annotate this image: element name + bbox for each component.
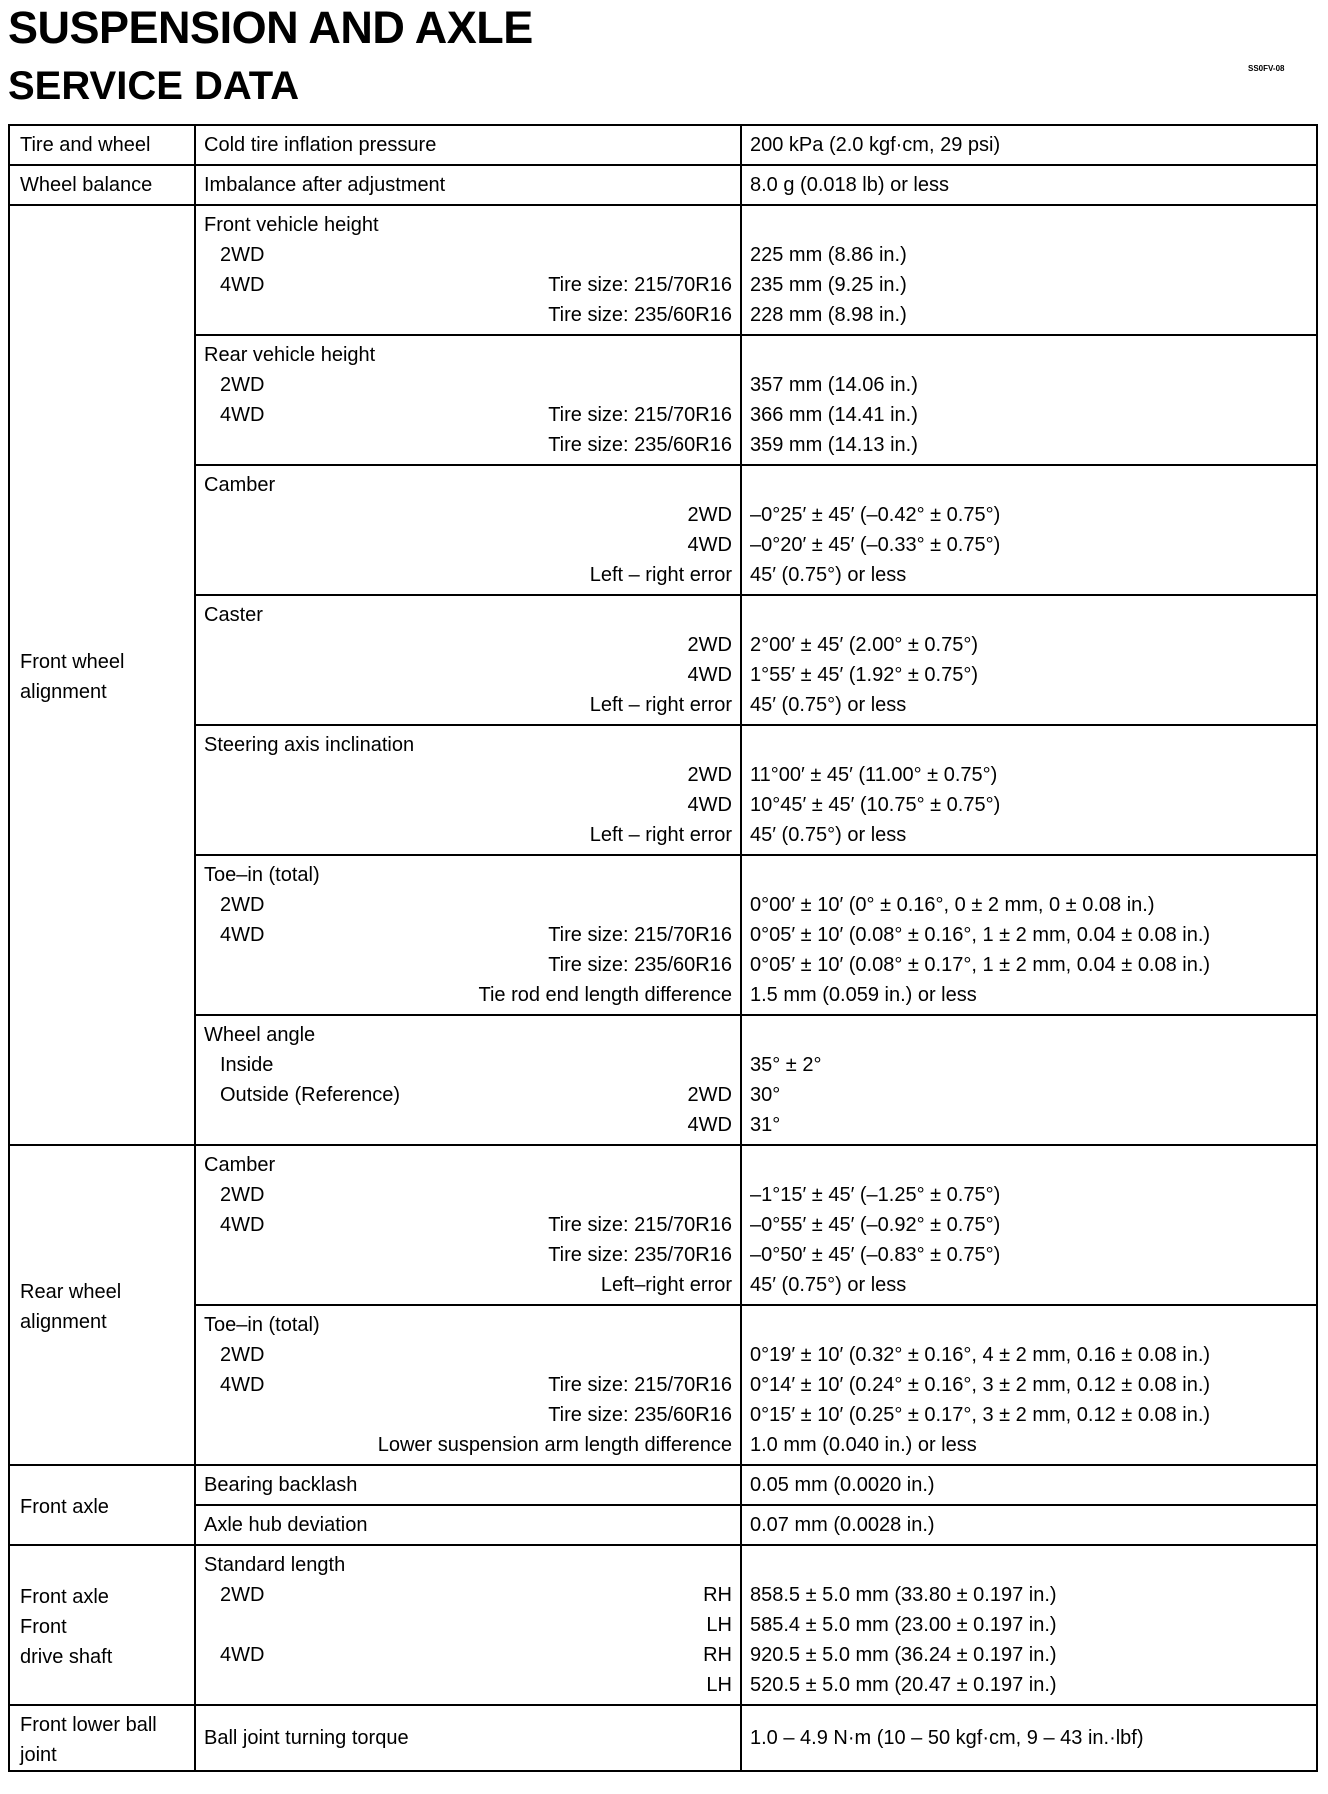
spec-qualifier: 4WD xyxy=(687,664,732,686)
spec-sub-label: 4WD xyxy=(220,404,265,426)
spec-sub-label: 2WD xyxy=(220,374,265,396)
spec-sub-label: 2WD xyxy=(220,1344,265,1366)
category-cell-ball-joint xyxy=(9,1705,195,1771)
category-label: alignment xyxy=(20,1311,107,1333)
spec-value: 366 mm (14.41 in.) xyxy=(750,404,918,426)
spec-qualifier: Tire size: 215/70R16 xyxy=(548,404,732,426)
spec-sub-label: 4WD xyxy=(220,274,265,296)
spec-sub-label: 2WD xyxy=(220,244,265,266)
category-label: drive shaft xyxy=(20,1646,113,1668)
spec-sub-label: 2WD xyxy=(220,1584,265,1606)
spec-qualifier: LH xyxy=(706,1614,732,1636)
document-code: SS0FV-08 xyxy=(1248,64,1285,73)
table-row xyxy=(9,855,1317,1015)
category-label: joint xyxy=(20,1744,57,1766)
spec-qualifier: Tire size: 215/70R16 xyxy=(548,1214,732,1236)
table-row xyxy=(9,1145,1317,1305)
spec-value: 45′ (0.75°) or less xyxy=(750,824,907,846)
spec-value: 228 mm (8.98 in.) xyxy=(750,304,907,326)
spec-value: –0°20′ ± 45′ (–0.33° ± 0.75°) xyxy=(750,534,1001,556)
spec-value: 359 mm (14.13 in.) xyxy=(750,434,918,456)
spec-value: 30° xyxy=(750,1084,781,1106)
spec-value: 45′ (0.75°) or less xyxy=(750,694,907,716)
spec-qualifier: 2WD xyxy=(687,764,732,786)
table-row xyxy=(9,1505,1317,1545)
spec-sub-label: Inside xyxy=(220,1054,274,1076)
spec-qualifier: RH xyxy=(703,1644,732,1666)
category-cell-rear-wheel-alignment xyxy=(9,1145,195,1465)
spec-value: 1.0 – 4.9 N·m (10 – 50 kgf·cm, 9 – 43 in.·lbf) xyxy=(750,1727,1144,1749)
spec-qualifier: Left – right error xyxy=(589,564,732,586)
category-cell-front-wheel-alignment xyxy=(9,205,195,1145)
spec-value: –0°55′ ± 45′ (–0.92° ± 0.75°) xyxy=(750,1214,1001,1236)
spec-qualifier: 2WD xyxy=(687,504,732,526)
spec-value: 45′ (0.75°) or less xyxy=(750,564,907,586)
spec-value: 2°00′ ± 45′ (2.00° ± 0.75°) xyxy=(750,634,979,656)
spec-value: 357 mm (14.06 in.) xyxy=(750,374,918,396)
table-row xyxy=(9,1545,1317,1705)
table-row xyxy=(9,595,1317,725)
spec-value: 11°00′ ± 45′ (11.00° ± 0.75°) xyxy=(750,764,998,786)
spec-label: Imbalance after adjustment xyxy=(204,174,446,196)
spec-value: 200 kPa (2.0 kgf·cm, 29 psi) xyxy=(750,134,1001,156)
category-cell: Front axle xyxy=(9,1465,195,1545)
table-row xyxy=(9,335,1317,465)
table-row xyxy=(9,725,1317,855)
spec-qualifier: Tire size: 215/70R16 xyxy=(548,924,732,946)
spec-sub-label: 4WD xyxy=(220,924,265,946)
category-cell: Wheel balance xyxy=(9,165,195,205)
category-label: Front xyxy=(20,1616,67,1638)
spec-value: 0°00′ ± 10′ (0° ± 0.16°, 0 ± 2 mm, 0 ± 0.08 in.) xyxy=(750,894,1155,916)
category-label: Front axle xyxy=(20,1586,109,1608)
spec-value: 1.0 mm (0.040 in.) or less xyxy=(750,1434,977,1456)
spec-value: 10°45′ ± 45′ (10.75° ± 0.75°) xyxy=(750,794,1001,816)
spec-value: 235 mm (9.25 in.) xyxy=(750,274,907,296)
spec-qualifier: Tire size: 215/70R16 xyxy=(548,1374,732,1396)
spec-qualifier: Tie rod end length difference xyxy=(478,984,732,1006)
spec-qualifier: LH xyxy=(706,1674,732,1696)
spec-qualifier: Left – right error xyxy=(589,694,732,716)
category-label: Front wheel xyxy=(20,651,125,673)
spec-value: 0.07 mm (0.0028 in.) xyxy=(750,1514,935,1536)
category-label: alignment xyxy=(20,681,107,703)
spec-value: 920.5 ± 5.0 mm (36.24 ± 0.197 in.) xyxy=(750,1644,1057,1666)
spec-sub-label: 4WD xyxy=(220,1644,265,1666)
spec-sub-label: 4WD xyxy=(220,1374,265,1396)
section-title: SERVICE DATA xyxy=(8,64,300,108)
spec-qualifier: 2WD xyxy=(687,634,732,656)
table-row xyxy=(9,465,1317,595)
spec-value: 0°15′ ± 10′ (0.25° ± 0.17°, 3 ± 2 mm, 0.12 ± 0.08 in.) xyxy=(750,1404,1211,1426)
spec-group-title: Rear vehicle height xyxy=(204,344,376,366)
spec-value: 225 mm (8.86 in.) xyxy=(750,244,907,266)
spec-sub-label: 2WD xyxy=(220,1184,265,1206)
spec-value: 8.0 g (0.018 lb) or less xyxy=(750,174,949,196)
spec-group-title: Camber xyxy=(204,474,276,496)
spec-sub-label: 4WD xyxy=(220,1214,265,1236)
spec-value: 35° ± 2° xyxy=(750,1054,822,1076)
spec-qualifier: Left – right error xyxy=(589,824,732,846)
spec-value: 1°55′ ± 45′ (1.92° ± 0.75°) xyxy=(750,664,979,686)
spec-value: 858.5 ± 5.0 mm (33.80 ± 0.197 in.) xyxy=(750,1584,1057,1606)
spec-qualifier: 4WD xyxy=(687,794,732,816)
category-label: Front lower ball xyxy=(20,1714,157,1736)
spec-qualifier: Tire size: 235/60R16 xyxy=(548,304,732,326)
table-row xyxy=(9,1305,1317,1465)
category-cell-front-drive-shaft xyxy=(9,1545,195,1705)
spec-label: Bearing backlash xyxy=(204,1474,358,1496)
spec-value: 0°05′ ± 10′ (0.08° ± 0.17°, 1 ± 2 mm, 0.04 ± 0.08 in.) xyxy=(750,954,1211,976)
spec-qualifier: Tire size: 215/70R16 xyxy=(548,274,732,296)
spec-qualifier: Tire size: 235/60R16 xyxy=(548,1404,732,1426)
category-cell: Tire and wheel xyxy=(9,125,195,165)
spec-group-title: Camber xyxy=(204,1154,276,1176)
table-row xyxy=(9,165,1317,205)
spec-qualifier: Tire size: 235/70R16 xyxy=(548,1244,732,1266)
spec-label: Axle hub deviation xyxy=(204,1514,368,1536)
spec-value: –0°25′ ± 45′ (–0.42° ± 0.75°) xyxy=(750,504,1001,526)
spec-qualifier: Tire size: 235/60R16 xyxy=(548,434,732,456)
spec-qualifier: Lower suspension arm length difference xyxy=(377,1434,732,1456)
spec-group-title: Wheel angle xyxy=(204,1024,316,1046)
spec-value: 31° xyxy=(750,1114,781,1136)
spec-value: 0°14′ ± 10′ (0.24° ± 0.16°, 3 ± 2 mm, 0.12 ± 0.08 in.) xyxy=(750,1374,1211,1396)
table-row xyxy=(9,1015,1317,1145)
spec-sub-label: Outside (Reference) xyxy=(220,1084,401,1106)
spec-group-title: Toe–in (total) xyxy=(204,864,320,886)
spec-group-title: Toe–in (total) xyxy=(204,1314,320,1336)
category-label: Rear wheel xyxy=(20,1281,122,1303)
spec-sub-label: 2WD xyxy=(220,894,265,916)
spec-qualifier: 2WD xyxy=(687,1084,732,1106)
spec-value: –1°15′ ± 45′ (–1.25° ± 0.75°) xyxy=(750,1184,1001,1206)
spec-qualifier: 4WD xyxy=(687,1114,732,1136)
spec-value: 45′ (0.75°) or less xyxy=(750,1274,907,1296)
spec-value: 0°19′ ± 10′ (0.32° ± 0.16°, 4 ± 2 mm, 0.16 ± 0.08 in.) xyxy=(750,1344,1211,1366)
spec-value: 1.5 mm (0.059 in.) or less xyxy=(750,984,977,1006)
spec-value: 0.05 mm (0.0020 in.) xyxy=(750,1474,935,1496)
spec-value: 0°05′ ± 10′ (0.08° ± 0.16°, 1 ± 2 mm, 0.04 ± 0.08 in.) xyxy=(750,924,1211,946)
table-row xyxy=(9,125,1317,165)
service-data-table xyxy=(8,124,1318,1772)
spec-qualifier: Tire size: 235/60R16 xyxy=(548,954,732,976)
table-row xyxy=(9,1705,1317,1771)
spec-group-title: Front vehicle height xyxy=(204,214,379,236)
spec-group-title: Standard length xyxy=(204,1554,346,1576)
spec-group-title: Caster xyxy=(204,604,263,626)
spec-label: Ball joint turning torque xyxy=(204,1727,409,1749)
table-row xyxy=(9,205,1317,335)
page-title: SUSPENSION AND AXLE xyxy=(8,2,533,53)
spec-qualifier: 4WD xyxy=(687,534,732,556)
spec-value: –0°50′ ± 45′ (–0.83° ± 0.75°) xyxy=(750,1244,1001,1266)
spec-group-title: Steering axis inclination xyxy=(204,734,415,756)
spec-label: Cold tire inflation pressure xyxy=(204,134,437,156)
spec-value: 520.5 ± 5.0 mm (20.47 ± 0.197 in.) xyxy=(750,1674,1057,1696)
spec-qualifier: RH xyxy=(703,1584,732,1606)
table-row xyxy=(9,1465,1317,1505)
spec-value: 585.4 ± 5.0 mm (23.00 ± 0.197 in.) xyxy=(750,1614,1057,1636)
spec-qualifier: Left–right error xyxy=(600,1274,732,1296)
